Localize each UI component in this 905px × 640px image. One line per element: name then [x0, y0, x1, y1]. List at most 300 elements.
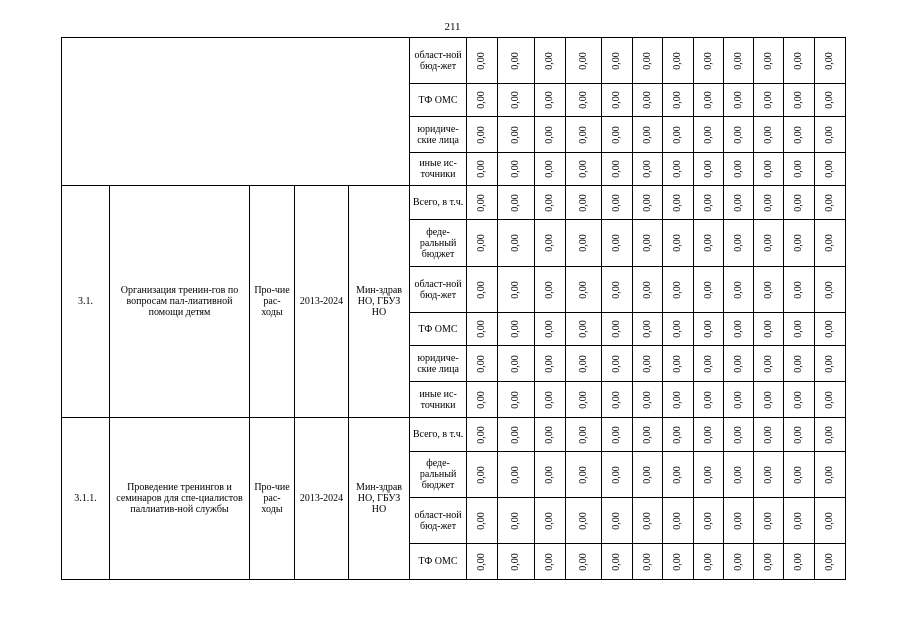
value-cell [694, 452, 724, 498]
value-cell [784, 267, 815, 313]
funding-source-cell: област-ной бюд-жет [410, 267, 467, 313]
value-cell [784, 38, 815, 84]
value-cell [663, 117, 694, 153]
value-text: 0,00 [702, 425, 714, 444]
value-cell [663, 220, 694, 267]
value-cell [784, 498, 815, 544]
value-cell [815, 153, 846, 186]
value-cell [663, 267, 694, 313]
value-text: 0,00 [577, 125, 589, 144]
value-text: 0,00 [510, 234, 522, 252]
value-text: 0,00 [577, 51, 589, 70]
funding-source-cell: юридиче-ские лица [410, 117, 467, 153]
value-cell [633, 382, 663, 418]
value-text: 0,00 [476, 390, 488, 409]
value-text: 0,00 [793, 280, 805, 299]
value-cell [633, 267, 663, 313]
value-cell [467, 186, 498, 220]
value-cell [498, 498, 535, 544]
value-text: 0,00 [732, 160, 744, 178]
funding-source-cell: иные ис-точники [410, 382, 467, 418]
value-cell [498, 544, 535, 580]
value-text: 0,00 [793, 390, 805, 409]
value-cell [602, 220, 633, 267]
value-cell [694, 220, 724, 267]
value-text: 0,00 [702, 280, 714, 299]
value-cell [467, 220, 498, 267]
value-cell [602, 452, 633, 498]
funding-source-cell: ТФ ОМС [410, 84, 467, 117]
value-text: 0,00 [577, 91, 589, 109]
value-text: 0,00 [824, 354, 836, 373]
value-cell [602, 38, 633, 84]
value-cell [815, 186, 846, 220]
value-text: 0,00 [672, 552, 684, 571]
value-text: 0,00 [732, 280, 744, 299]
value-cell [602, 267, 633, 313]
value-text: 0,00 [732, 193, 744, 212]
value-cell [754, 220, 784, 267]
value-cell [467, 84, 498, 117]
value-cell [815, 544, 846, 580]
value-text: 0,00 [510, 160, 522, 178]
value-text: 0,00 [762, 193, 774, 212]
value-cell [784, 382, 815, 418]
value-text: 0,00 [611, 511, 623, 530]
value-text: 0,00 [672, 91, 684, 109]
value-text: 0,00 [577, 465, 589, 484]
value-cell [535, 452, 566, 498]
value-text: 0,00 [762, 91, 774, 109]
value-text: 0,00 [577, 552, 589, 571]
value-text: 0,00 [544, 51, 556, 70]
value-cell [535, 153, 566, 186]
value-cell [535, 498, 566, 544]
value-cell [633, 313, 663, 346]
value-text: 0,00 [824, 280, 836, 299]
value-text: 0,00 [611, 234, 623, 252]
value-text: 0,00 [762, 51, 774, 70]
value-text: 0,00 [510, 320, 522, 338]
value-text: 0,00 [732, 354, 744, 373]
value-text: 0,00 [762, 390, 774, 409]
value-cell [663, 382, 694, 418]
value-text: 0,00 [577, 390, 589, 409]
funding-source-cell: Всего, в т.ч. [410, 418, 467, 452]
funding-source-cell: област-ной бюд-жет [410, 38, 467, 84]
value-text: 0,00 [732, 91, 744, 109]
value-cell [694, 418, 724, 452]
value-cell [724, 186, 754, 220]
value-cell [535, 418, 566, 452]
value-cell [754, 382, 784, 418]
funding-source-cell: ТФ ОМС [410, 544, 467, 580]
value-text: 0,00 [672, 125, 684, 144]
value-cell [724, 544, 754, 580]
value-cell [633, 117, 663, 153]
value-text: 0,00 [476, 234, 488, 252]
value-text: 0,00 [577, 280, 589, 299]
value-text: 0,00 [641, 425, 653, 444]
value-cell [724, 418, 754, 452]
value-cell [498, 220, 535, 267]
value-cell [815, 84, 846, 117]
value-text: 0,00 [476, 552, 488, 571]
value-cell [694, 382, 724, 418]
value-text: 0,00 [824, 51, 836, 70]
value-text: 0,00 [672, 51, 684, 70]
value-text: 0,00 [762, 160, 774, 178]
value-text: 0,00 [702, 465, 714, 484]
value-cell [602, 544, 633, 580]
value-text: 0,00 [641, 234, 653, 252]
value-text: 0,00 [793, 193, 805, 212]
value-cell [467, 38, 498, 84]
value-cell [694, 498, 724, 544]
value-text: 0,00 [476, 193, 488, 212]
value-cell [694, 313, 724, 346]
value-text: 0,00 [476, 51, 488, 70]
value-text: 0,00 [672, 390, 684, 409]
value-cell [784, 186, 815, 220]
value-cell [498, 267, 535, 313]
value-text: 0,00 [611, 160, 623, 178]
value-cell [694, 346, 724, 382]
value-text: 0,00 [544, 465, 556, 484]
value-cell [784, 346, 815, 382]
value-cell [602, 382, 633, 418]
value-text: 0,00 [641, 390, 653, 409]
value-text: 0,00 [672, 234, 684, 252]
value-text: 0,00 [544, 320, 556, 338]
value-text: 0,00 [476, 320, 488, 338]
value-cell [815, 220, 846, 267]
value-cell [566, 186, 602, 220]
value-cell [498, 84, 535, 117]
value-text: 0,00 [762, 125, 774, 144]
value-cell [467, 153, 498, 186]
value-cell [754, 117, 784, 153]
value-text: 0,00 [476, 125, 488, 144]
value-cell [815, 346, 846, 382]
value-text: 0,00 [544, 193, 556, 212]
value-cell [535, 544, 566, 580]
value-text: 0,00 [577, 193, 589, 212]
table-row [62, 186, 870, 220]
value-cell [754, 346, 784, 382]
value-text: 0,00 [476, 160, 488, 178]
value-text: 0,00 [510, 193, 522, 212]
value-text: 0,00 [824, 193, 836, 212]
value-text: 0,00 [544, 91, 556, 109]
value-cell [602, 313, 633, 346]
item-code-cell: 3.1.1. [62, 418, 110, 580]
value-text: 0,00 [793, 234, 805, 252]
value-text: 0,00 [702, 51, 714, 70]
value-cell [602, 498, 633, 544]
value-text: 0,00 [577, 354, 589, 373]
value-cell [784, 544, 815, 580]
value-text: 0,00 [641, 51, 653, 70]
value-cell [754, 418, 784, 452]
funding-source-cell: иные ис-точники [410, 153, 467, 186]
value-text: 0,00 [824, 125, 836, 144]
value-cell [663, 186, 694, 220]
value-cell [467, 452, 498, 498]
value-cell [498, 418, 535, 452]
value-text: 0,00 [641, 91, 653, 109]
value-cell [754, 186, 784, 220]
value-text: 0,00 [641, 465, 653, 484]
value-text: 0,00 [762, 465, 774, 484]
value-text: 0,00 [672, 193, 684, 212]
value-cell [754, 38, 784, 84]
value-cell [566, 84, 602, 117]
table-row [62, 418, 870, 452]
value-text: 0,00 [476, 511, 488, 530]
value-text: 0,00 [641, 280, 653, 299]
value-cell [566, 38, 602, 84]
value-cell [535, 117, 566, 153]
value-text: 0,00 [824, 160, 836, 178]
value-text: 0,00 [702, 193, 714, 212]
value-cell [498, 117, 535, 153]
value-text: 0,00 [793, 125, 805, 144]
value-text: 0,00 [611, 354, 623, 373]
value-text: 0,00 [611, 425, 623, 444]
budget-table [61, 37, 870, 580]
value-text: 0,00 [641, 511, 653, 530]
value-text: 0,00 [702, 511, 714, 530]
value-text: 0,00 [641, 320, 653, 338]
executor-cell: Мин-здрав НО, ГБУЗ НО [349, 418, 410, 580]
blank-merged-cell [62, 38, 410, 186]
value-text: 0,00 [672, 320, 684, 338]
value-text: 0,00 [544, 354, 556, 373]
value-cell [602, 418, 633, 452]
value-cell [663, 38, 694, 84]
value-cell [784, 153, 815, 186]
value-text: 0,00 [510, 465, 522, 484]
value-text: 0,00 [544, 511, 556, 530]
value-cell [535, 313, 566, 346]
value-cell [633, 153, 663, 186]
value-text: 0,00 [510, 51, 522, 70]
value-cell [663, 418, 694, 452]
value-text: 0,00 [577, 234, 589, 252]
value-cell [566, 346, 602, 382]
value-text: 0,00 [577, 511, 589, 530]
value-text: 0,00 [510, 280, 522, 299]
value-cell [498, 452, 535, 498]
value-text: 0,00 [510, 552, 522, 571]
value-cell [535, 267, 566, 313]
value-text: 0,00 [641, 160, 653, 178]
value-cell [784, 84, 815, 117]
value-text: 0,00 [702, 552, 714, 571]
value-text: 0,00 [732, 320, 744, 338]
funding-source-cell: феде-ральный бюджет [410, 220, 467, 267]
value-cell [566, 117, 602, 153]
value-cell [815, 382, 846, 418]
value-cell [633, 452, 663, 498]
value-text: 0,00 [824, 425, 836, 444]
value-cell [724, 153, 754, 186]
value-cell [535, 382, 566, 418]
value-text: 0,00 [510, 390, 522, 409]
value-cell [724, 498, 754, 544]
value-cell [694, 186, 724, 220]
value-text: 0,00 [824, 511, 836, 530]
value-cell [535, 38, 566, 84]
value-text: 0,00 [476, 465, 488, 484]
value-text: 0,00 [611, 552, 623, 571]
value-cell [566, 498, 602, 544]
value-text: 0,00 [793, 320, 805, 338]
value-cell [815, 452, 846, 498]
value-cell [467, 346, 498, 382]
value-text: 0,00 [793, 160, 805, 178]
value-cell [784, 418, 815, 452]
value-cell [602, 186, 633, 220]
value-cell [633, 346, 663, 382]
value-cell [754, 452, 784, 498]
funding-source-cell: ТФ ОМС [410, 313, 467, 346]
value-text: 0,00 [510, 125, 522, 144]
value-cell [724, 382, 754, 418]
value-text: 0,00 [577, 320, 589, 338]
value-cell [724, 38, 754, 84]
value-text: 0,00 [824, 552, 836, 571]
value-text: 0,00 [793, 552, 805, 571]
value-text: 0,00 [702, 354, 714, 373]
value-text: 0,00 [544, 280, 556, 299]
value-cell [467, 313, 498, 346]
value-cell [815, 418, 846, 452]
value-cell [815, 498, 846, 544]
value-cell [694, 38, 724, 84]
value-cell [535, 84, 566, 117]
value-text: 0,00 [824, 390, 836, 409]
value-text: 0,00 [510, 91, 522, 109]
value-text: 0,00 [762, 320, 774, 338]
value-cell [815, 38, 846, 84]
value-cell [815, 267, 846, 313]
value-text: 0,00 [762, 354, 774, 373]
value-cell [633, 220, 663, 267]
funding-source-cell: феде-ральный бюджет [410, 452, 467, 498]
value-text: 0,00 [824, 320, 836, 338]
value-cell [566, 452, 602, 498]
value-cell [467, 117, 498, 153]
value-text: 0,00 [762, 425, 774, 444]
expense-type-cell: Про-чие рас-ходы [250, 418, 295, 580]
value-cell [498, 38, 535, 84]
value-text: 0,00 [702, 234, 714, 252]
value-text: 0,00 [793, 51, 805, 70]
value-text: 0,00 [641, 193, 653, 212]
value-cell [663, 313, 694, 346]
value-cell [663, 452, 694, 498]
value-text: 0,00 [702, 320, 714, 338]
value-text: 0,00 [793, 354, 805, 373]
value-cell [633, 544, 663, 580]
value-text: 0,00 [672, 511, 684, 530]
value-cell [784, 220, 815, 267]
value-text: 0,00 [611, 390, 623, 409]
executor-cell: Мин-здрав НО, ГБУЗ НО [349, 186, 410, 418]
value-text: 0,00 [762, 280, 774, 299]
value-cell [694, 117, 724, 153]
value-text: 0,00 [611, 465, 623, 484]
value-text: 0,00 [732, 465, 744, 484]
value-text: 0,00 [732, 425, 744, 444]
value-cell [467, 544, 498, 580]
value-text: 0,00 [611, 320, 623, 338]
value-cell [633, 418, 663, 452]
value-cell [724, 346, 754, 382]
value-cell [663, 153, 694, 186]
value-text: 0,00 [793, 425, 805, 444]
value-cell [784, 452, 815, 498]
value-text: 0,00 [544, 552, 556, 571]
value-cell [633, 186, 663, 220]
value-cell [784, 117, 815, 153]
expense-type-cell: Про-чие рас-ходы [250, 186, 295, 418]
value-text: 0,00 [611, 193, 623, 212]
value-text: 0,00 [544, 425, 556, 444]
value-text: 0,00 [672, 425, 684, 444]
value-text: 0,00 [793, 91, 805, 109]
period-cell: 2013-2024 [295, 186, 349, 418]
value-text: 0,00 [732, 125, 744, 144]
value-cell [754, 544, 784, 580]
value-text: 0,00 [732, 511, 744, 530]
value-cell [535, 186, 566, 220]
value-text: 0,00 [702, 160, 714, 178]
value-cell [815, 313, 846, 346]
value-cell [754, 84, 784, 117]
value-text: 0,00 [611, 91, 623, 109]
value-text: 0,00 [476, 280, 488, 299]
value-cell [754, 313, 784, 346]
value-cell [602, 84, 633, 117]
page-number: 211 [444, 21, 461, 33]
value-cell [498, 153, 535, 186]
value-cell [754, 153, 784, 186]
value-cell [633, 84, 663, 117]
value-cell [566, 153, 602, 186]
value-cell [566, 267, 602, 313]
value-text: 0,00 [611, 51, 623, 70]
value-cell [535, 346, 566, 382]
value-cell [602, 153, 633, 186]
value-text: 0,00 [672, 280, 684, 299]
value-cell [633, 38, 663, 84]
value-cell [724, 117, 754, 153]
funding-source-cell: Всего, в т.ч. [410, 186, 467, 220]
value-text: 0,00 [824, 91, 836, 109]
value-cell [815, 117, 846, 153]
value-cell [754, 498, 784, 544]
value-cell [784, 313, 815, 346]
value-text: 0,00 [793, 511, 805, 530]
value-cell [535, 220, 566, 267]
value-text: 0,00 [510, 354, 522, 373]
value-text: 0,00 [672, 354, 684, 373]
value-text: 0,00 [476, 91, 488, 109]
value-cell [566, 544, 602, 580]
